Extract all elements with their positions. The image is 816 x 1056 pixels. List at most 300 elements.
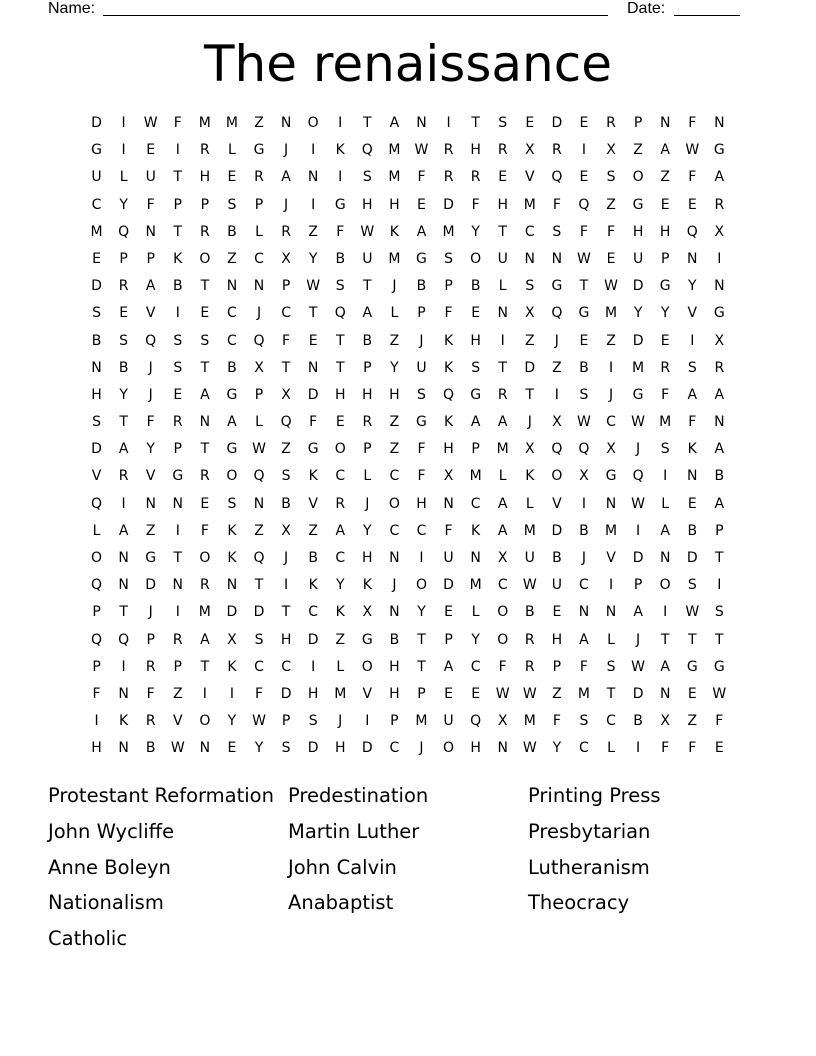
grid-cell: H [497, 196, 508, 213]
grid-cell: A [281, 169, 291, 186]
grid-cell: H [443, 441, 454, 458]
grid-cell: Z [172, 685, 183, 702]
grid-cell: D [632, 278, 644, 295]
grid-cell: I [608, 359, 614, 376]
grid-cell: E [119, 305, 129, 322]
grid-cell: I [311, 196, 316, 213]
grid-row [83, 518, 733, 545]
grid-cell: Z [660, 169, 670, 186]
grid-cell: I [311, 658, 316, 675]
grid-cell: W [495, 685, 510, 702]
grid-cell: Y [119, 196, 128, 213]
grid-cell: O [443, 740, 455, 757]
grid-cell: D [443, 577, 454, 594]
word-list-item: Predestination [288, 784, 429, 807]
grid-cell: C [281, 658, 291, 675]
grid-cell: C [389, 740, 400, 757]
grid-cell: L [498, 468, 507, 485]
grid-cell: B [227, 223, 237, 240]
grid-cell: W [631, 495, 646, 512]
grid-cell: E [660, 196, 670, 213]
grid-cell: R [335, 495, 346, 512]
word-list-item: Printing Press [528, 784, 661, 807]
grid-cell: N [118, 577, 129, 594]
grid-cell: X [281, 250, 291, 267]
grid-row [83, 409, 733, 436]
grid-row [83, 300, 733, 327]
grid-cell: H [416, 495, 427, 512]
grid-cell: Z [552, 685, 562, 702]
grid-cell: O [334, 441, 346, 458]
grid-cell: D [91, 441, 102, 458]
grid-cell: K [119, 713, 129, 730]
grid-cell: S [200, 332, 210, 349]
grid-cell: T [254, 577, 264, 594]
grid-cell: N [226, 278, 238, 295]
grid-cell: Z [281, 441, 291, 458]
grid-cell: R [199, 577, 210, 594]
word-list-item: Martin Luther [288, 819, 420, 843]
grid-cell: K [443, 414, 454, 431]
grid-cell: T [173, 550, 183, 566]
grid-cell: G [226, 441, 238, 458]
grid-cell: G [307, 441, 319, 458]
grid-cell: Z [552, 359, 562, 376]
grid-cell: T [417, 631, 426, 648]
grid-cell: F [444, 305, 453, 322]
grid-cell: B [91, 332, 102, 349]
date-line[interactable] [674, 15, 740, 16]
grid-cell: I [365, 713, 370, 730]
grid-cell: C [227, 305, 237, 322]
grid-cell: Y [471, 223, 480, 240]
grid-cell: F [715, 713, 724, 730]
grid-cell: U [416, 359, 427, 376]
grid-cell: I [284, 577, 289, 594]
grid-cell: P [715, 522, 724, 539]
grid-cell: V [145, 305, 156, 322]
letter-grid [83, 110, 733, 763]
grid-cell: T [200, 441, 210, 458]
grid-cell: K [227, 550, 237, 566]
grid-cell: S [227, 495, 237, 512]
grid-cell: M [632, 359, 645, 376]
grid-cell: X [524, 142, 535, 159]
grid-cell: O [199, 550, 211, 566]
grid-cell: Y [552, 740, 562, 757]
grid-cell: P [200, 196, 210, 213]
grid-cell: R [443, 169, 454, 186]
grid-cell: L [498, 278, 507, 295]
grid-cell: A [687, 386, 698, 403]
grid-cell: F [552, 196, 561, 213]
grid-cell: B [145, 740, 156, 757]
grid-cell: O [632, 169, 644, 186]
grid-cell: W [577, 414, 591, 431]
grid-cell: K [389, 223, 399, 240]
grid-cell: T [308, 305, 318, 322]
grid-cell: T [173, 169, 183, 186]
grid-cell: F [173, 115, 182, 131]
grid-cell: X [552, 414, 562, 431]
grid-cell: D [280, 685, 292, 702]
grid-cell: O [226, 468, 238, 485]
grid-cell: L [336, 658, 345, 675]
grid-cell: A [145, 278, 156, 295]
grid-cell: J [365, 495, 370, 512]
grid-cell: T [687, 631, 697, 648]
grid-cell: J [148, 386, 153, 403]
grid-cell: K [335, 604, 345, 621]
grid-cell: A [200, 631, 210, 648]
grid-cell: Y [308, 250, 318, 267]
grid-cell: M [442, 223, 455, 240]
grid-cell: T [498, 223, 507, 240]
grid-cell: R [714, 196, 725, 213]
grid-cell: B [524, 604, 535, 621]
grid-cell: F [336, 223, 345, 240]
grid-cell: X [254, 359, 264, 376]
grid-row [83, 273, 733, 300]
grid-cell: P [119, 250, 128, 267]
grid-cell: C [335, 468, 346, 485]
grid-cell: H [470, 332, 481, 349]
grid-cell: T [200, 359, 210, 376]
grid-cell: F [579, 658, 588, 675]
grid-cell: Q [118, 631, 130, 648]
grid-cell: R [254, 169, 264, 186]
grid-cell: N [307, 359, 319, 376]
grid-cell: S [525, 278, 535, 295]
grid-cell: J [148, 604, 153, 621]
grid-cell: Q [91, 577, 103, 594]
word-list [48, 778, 768, 957]
grid-cell: Y [363, 522, 372, 539]
grid-cell: R [145, 658, 156, 675]
grid-cell: P [552, 658, 562, 675]
grid-cell: E [227, 169, 237, 186]
grid-cell: S [471, 359, 481, 376]
grid-cell: D [551, 522, 563, 539]
grid-cell: S [335, 278, 345, 295]
grid-row [83, 328, 733, 355]
grid-cell: X [362, 604, 373, 621]
grid-cell: I [311, 142, 316, 159]
grid-cell: H [362, 386, 373, 403]
grid-cell: M [90, 223, 103, 240]
grid-cell: L [525, 495, 534, 512]
grid-cell: N [118, 685, 129, 702]
grid-cell: N [714, 115, 725, 131]
grid-cell: T [715, 550, 724, 566]
grid-cell: E [146, 142, 156, 159]
grid-cell: R [199, 223, 210, 240]
grid-cell: Y [254, 740, 264, 757]
grid-cell: T [498, 359, 507, 376]
grid-cell: J [608, 386, 614, 403]
grid-cell: J [636, 441, 641, 458]
grid-cell: M [523, 713, 536, 730]
grid-cell: O [307, 115, 319, 131]
grid-cell: I [121, 115, 126, 131]
grid-cell: Q [551, 441, 563, 458]
grid-cell: V [91, 468, 102, 485]
grid-cell: W [360, 223, 375, 240]
grid-cell: D [686, 550, 698, 566]
grid-cell: J [284, 550, 289, 566]
grid-cell: G [578, 305, 590, 322]
grid-cell: O [415, 577, 427, 594]
grid-cell: Z [606, 196, 616, 213]
grid-cell: Q [361, 142, 373, 159]
grid-cell: P [281, 278, 291, 295]
grid-cell: C [579, 577, 589, 594]
grid-cell: E [92, 250, 101, 267]
grid-cell: A [714, 169, 725, 186]
grid-cell: I [717, 250, 722, 267]
grid-cell: N [443, 495, 454, 512]
grid-cell: X [281, 386, 291, 403]
grid-cell: H [389, 386, 400, 403]
grid-cell: C [606, 713, 616, 730]
grid-cell: F [471, 196, 480, 213]
grid-cell: N [687, 250, 698, 267]
grid-cell: N [280, 115, 292, 131]
grid-cell: H [632, 223, 644, 240]
grid-cell: E [444, 604, 453, 621]
grid-cell: P [633, 115, 643, 131]
grid-cell: L [255, 223, 263, 240]
grid-cell: F [688, 414, 697, 431]
grid-cell: A [470, 414, 481, 431]
grid-cell: A [416, 223, 427, 240]
grid-cell: A [714, 441, 725, 458]
grid-cell: O [497, 604, 509, 621]
grid-cell: N [389, 550, 400, 566]
grid-cell: I [121, 142, 126, 159]
grid-cell: O [361, 658, 373, 675]
grid-cell: E [579, 115, 589, 131]
grid-cell: D [443, 196, 454, 213]
grid-cell: A [389, 115, 400, 131]
grid-cell: T [281, 604, 291, 621]
grid-cell: Q [91, 631, 103, 648]
grid-cell: S [687, 577, 697, 594]
grid-cell: T [660, 631, 670, 648]
grid-row [83, 572, 733, 599]
grid-cell: A [118, 441, 129, 458]
grid-cell: Q [253, 468, 265, 485]
grid-cell: C [254, 658, 264, 675]
grid-cell: T [200, 658, 210, 675]
grid-cell: X [281, 522, 291, 539]
grid-cell: E [525, 115, 535, 131]
grid-cell: A [660, 658, 670, 675]
grid-cell: A [633, 604, 643, 621]
grid-cell: M [496, 441, 509, 458]
grid-cell: I [419, 550, 424, 566]
grid-cell: R [199, 468, 210, 485]
grid-cell: Z [227, 250, 237, 267]
grid-cell: C [470, 495, 481, 512]
grid-cell: E [687, 685, 697, 702]
grid-cell: O [199, 713, 211, 730]
grid-cell: G [416, 250, 427, 267]
grid-cell: W [522, 685, 537, 702]
grid-cell: P [173, 441, 182, 458]
grid-cell: K [471, 522, 481, 539]
grid-cell: Z [308, 522, 318, 539]
grid-cell: T [119, 604, 128, 621]
grid-cell: O [497, 631, 509, 648]
grid-cell: C [416, 522, 427, 539]
grid-cell: N [145, 495, 156, 512]
grid-cell: N [497, 305, 508, 322]
grid-cell: C [254, 250, 264, 267]
grid-cell: M [469, 468, 482, 485]
grid-cell: N [551, 250, 563, 267]
grid-cell: K [443, 359, 454, 376]
grid-cell: J [527, 414, 532, 431]
grid-cell: H [91, 740, 102, 757]
grid-cell: H [280, 631, 292, 648]
grid-cell: G [361, 631, 373, 648]
grid-cell: P [633, 577, 643, 594]
grid-cell: X [227, 631, 237, 648]
grid-cell: D [307, 386, 319, 403]
grid-cell: I [202, 685, 207, 702]
grid-cell: W [252, 441, 266, 458]
grid-cell: N [497, 740, 508, 757]
grid-cell: A [579, 631, 589, 648]
grid-cell: D [524, 359, 536, 376]
grid-cell: U [551, 577, 562, 594]
grid-cell: R [470, 169, 481, 186]
grid-cell: M [469, 577, 482, 594]
grid-cell: G [605, 468, 617, 485]
grid-cell: H [334, 740, 346, 757]
grid-cell: D [91, 278, 102, 295]
grid-cell: X [497, 550, 508, 566]
grid-cell: K [173, 250, 183, 267]
grid-cell: E [579, 169, 589, 186]
grid-cell: N [524, 250, 536, 267]
grid-cell: J [554, 332, 559, 349]
grid-cell: V [525, 169, 535, 186]
grid-cell: P [146, 631, 155, 648]
grid-cell: X [497, 713, 508, 730]
grid-cell: L [92, 522, 101, 539]
grid-cell: R [118, 278, 129, 295]
grid-cell: V [362, 685, 373, 702]
grid-cell: W [522, 740, 537, 757]
grid-cell: M [334, 685, 347, 702]
grid-cell: W [604, 278, 618, 295]
grid-cell: R [199, 142, 210, 159]
grid-cell: L [390, 305, 399, 322]
grid-cell: B [281, 495, 291, 512]
page-title: The renaissance [203, 35, 612, 93]
grid-cell: T [335, 359, 345, 376]
grid-cell: M [225, 115, 238, 131]
grid-cell: D [226, 604, 238, 621]
grid-cell: M [604, 305, 618, 322]
grid-cell: A [660, 522, 670, 539]
name-line[interactable] [103, 15, 608, 16]
grid-cell: H [470, 740, 481, 757]
grid-row [83, 681, 733, 708]
grid-cell: K [227, 522, 237, 539]
grid-cell: X [714, 332, 725, 349]
grid-cell: T [606, 685, 616, 702]
grid-cell: T [471, 115, 480, 131]
grid-cell: C [335, 550, 346, 566]
grid-cell: S [606, 169, 616, 186]
grid-cell: K [227, 658, 237, 675]
grid-cell: J [581, 550, 587, 566]
grid-cell: M [415, 713, 428, 730]
grid-cell: E [471, 685, 481, 702]
grid-cell: Y [390, 359, 399, 376]
grid-cell: D [632, 550, 644, 566]
grid-cell: E [173, 386, 183, 403]
grid-cell: W [522, 577, 537, 594]
grid-cell: X [524, 441, 535, 458]
grid-cell: B [362, 332, 373, 349]
grid-cell: Q [632, 468, 644, 485]
grid-cell: V [552, 495, 562, 512]
grid-cell: E [660, 332, 670, 349]
grid-cell: L [228, 142, 236, 159]
grid-cell: F [444, 522, 453, 539]
grid-cell: N [578, 604, 590, 621]
grid-cell: W [414, 142, 429, 159]
grid-cell: E [498, 169, 508, 186]
grid-cell: J [392, 278, 397, 295]
grid-cell: H [659, 223, 671, 240]
grid-cell: G [226, 386, 238, 403]
grid-cell: B [552, 550, 562, 566]
grid-cell: Q [91, 495, 103, 512]
grid-cell: G [551, 278, 563, 295]
grid-cell: A [335, 522, 346, 539]
grid-cell: N [199, 740, 211, 757]
grid-cell: N [389, 604, 400, 621]
grid-cell: Q [578, 196, 590, 213]
grid-cell: W [631, 414, 646, 431]
grid-cell: G [686, 658, 698, 675]
grid-cell: M [523, 196, 536, 213]
grid-cell: H [334, 386, 346, 403]
grid-cell: F [688, 169, 697, 186]
grid-row [83, 137, 733, 164]
grid-cell: Q [551, 305, 563, 322]
grid-cell: V [145, 468, 156, 485]
grid-cell: I [175, 305, 180, 322]
grid-cell: G [253, 142, 265, 159]
grid-cell: R [552, 142, 562, 159]
grid-cell: Y [471, 631, 480, 648]
grid-cell: Y [146, 441, 155, 458]
grid-cell: Q [686, 223, 698, 240]
grid-cell: B [308, 550, 318, 566]
grid-cell: Q [470, 713, 482, 730]
grid-cell: B [470, 278, 481, 295]
grid-cell: H [389, 658, 400, 675]
grid-cell: B [227, 359, 237, 376]
grid-cell: V [687, 305, 698, 322]
grid-cell: A [118, 522, 129, 539]
